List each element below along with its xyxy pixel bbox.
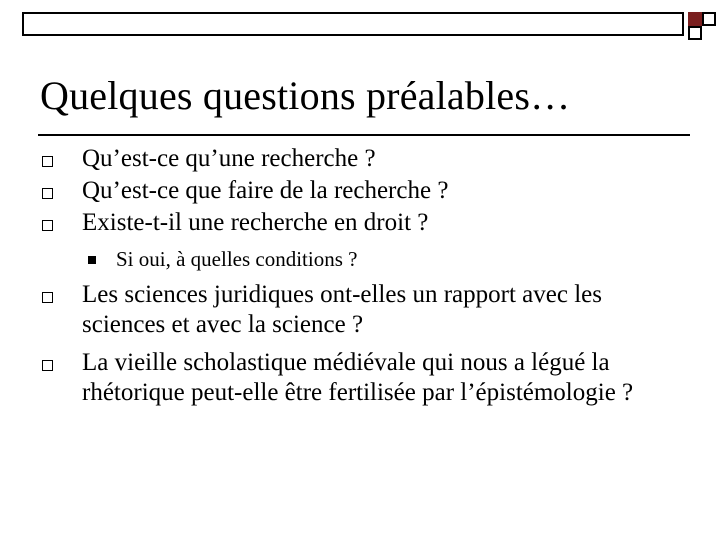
- bullet-text: La vieille scholastique médiévale qui nous a légué la rhétorique peut-elle être fertilisée par l’épistémologie ?: [82, 349, 634, 406]
- corner-square-outline: [688, 26, 702, 40]
- bullet-text: Existe-t-il une recherche en droit ?: [82, 209, 429, 236]
- hollow-square-bullet-icon: [42, 220, 53, 231]
- bullet-item: [40, 280, 680, 340]
- header-decorative-bar: [22, 12, 684, 36]
- filled-square-bullet-icon: [88, 256, 96, 264]
- title-underline: [38, 134, 690, 136]
- sub-bullet-item: [40, 244, 680, 274]
- slide-title: Quelques questions préalables…: [40, 73, 571, 118]
- hollow-square-bullet-icon: [42, 156, 53, 167]
- bullet-text: Qu’est-ce que faire de la recherche ?: [82, 177, 449, 204]
- bullet-item: [40, 348, 680, 408]
- bullet-text: Qu’est-ce qu’une recherche ?: [82, 145, 376, 172]
- bullet-item: [40, 176, 680, 206]
- slide-body: [40, 144, 680, 408]
- bullet-item: [40, 208, 680, 238]
- hollow-square-bullet-icon: [42, 292, 53, 303]
- hollow-square-bullet-icon: [42, 360, 53, 371]
- bullet-text: Les sciences juridiques ont-elles un rapport avec les sciences et avec la science ?: [82, 281, 602, 338]
- bullet-item: [40, 144, 680, 174]
- corner-square-outline: [702, 12, 716, 26]
- hollow-square-bullet-icon: [42, 188, 53, 199]
- sub-bullet-text: Si oui, à quelles conditions ?: [116, 247, 358, 271]
- corner-square-filled: [688, 12, 702, 26]
